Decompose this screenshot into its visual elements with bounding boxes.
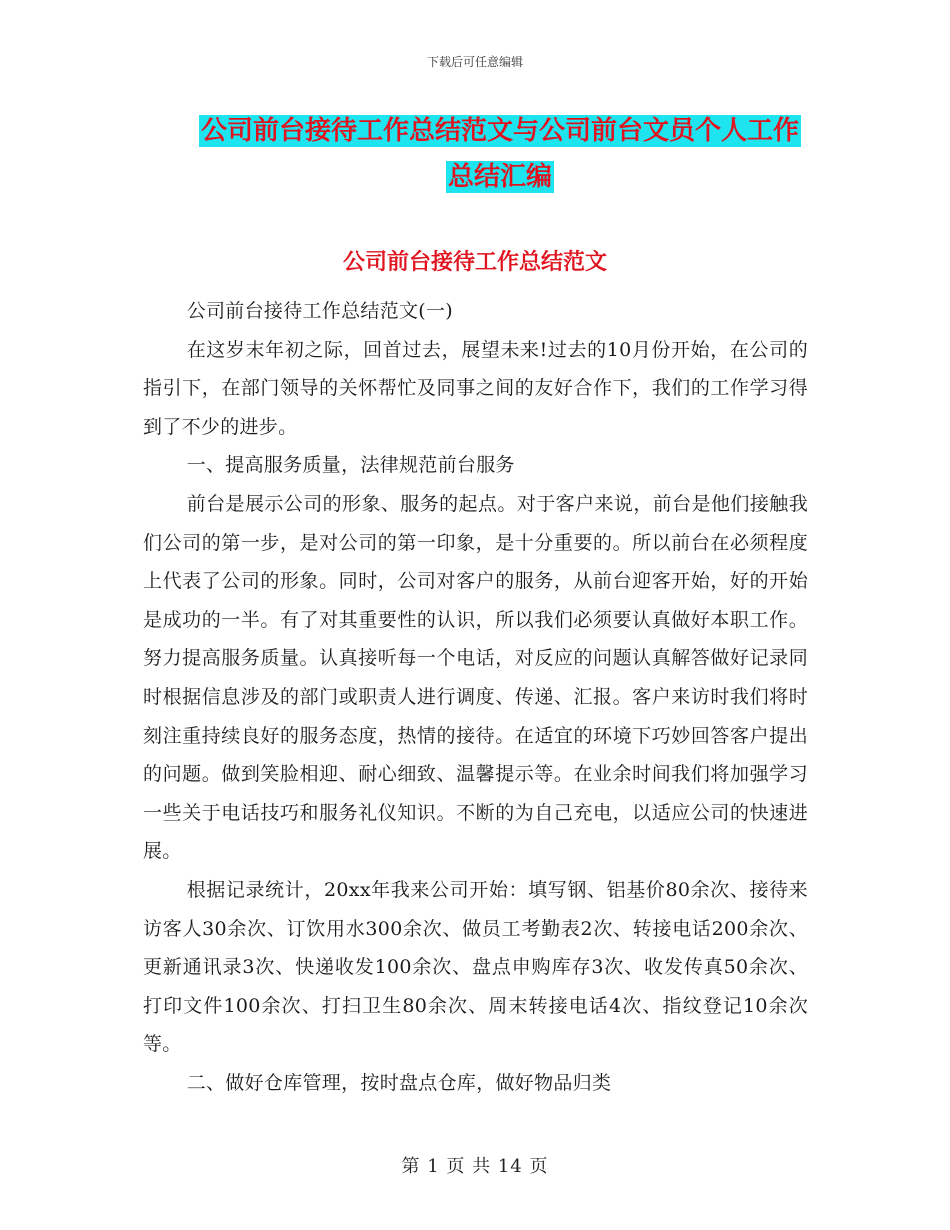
paragraph: 根据记录统计，20xx年我来公司开始：填写钢、铝基价80余次、接待来访客人30余次、订饮用水300余次、做员工考勤表2次、转接电话200余次、更新通讯录3次、快递收发100余次、盘点申购库存3次、收发传真50余次、打印文件100余次、打扫卫生80余次、周末转接电话4次、指纹登记10余次等。 <box>143 878 808 1056</box>
title-line-1: 公司前台接待工作总结范文与公司前台文员个人工作 <box>200 116 799 146</box>
paragraph: 在这岁末年初之际，回首过去，展望未来!过去的10月份开始，在公司的指引下，在部门领导的关怀帮忙及同事之间的友好合作下，我们的工作学习得到了不少的进步。 <box>143 338 808 438</box>
document-title <box>140 108 860 200</box>
paragraph-subtitle: 公司前台接待工作总结范文(一) <box>186 300 454 322</box>
section-heading: 公司前台接待工作总结范文 <box>342 250 607 275</box>
paragraph-heading: 二、做好仓库管理，按时盘点仓库，做好物品归类 <box>186 1071 612 1094</box>
paragraph-heading: 一、提高服务质量，法律规范前台服务 <box>186 454 515 477</box>
title-line-2: 总结汇编 <box>447 162 552 192</box>
page-number: 第 1 页 共 14 页 <box>401 1156 549 1177</box>
paragraph: 前台是展示公司的形象、服务的起点。对于客户来说，前台是他们接触我们公司的第一步，是对公司的第一印象，是十分重要的。所以前台在必须程度上代表了公司的形象。同时，公司对客户的服务，从前台迎客开始，好的开始是成功的一半。有了对其重要性的认识，所以我们必须要认真做好本职工作。努力提高服务质量。认真接听每一个电话，对反应的问题认真解答做好记录同时根据信息涉及的部门或职责人进行调度、传递、汇报。客户来访时我们将时刻注重持续良好的服务态度，热情的接待。在适宜的环境下巧妙回答客户提出的问题。做到笑脸相迎、耐心细致、温馨提示等。在业余时间我们将加强学习一些关于电话技巧和服务礼仪知识。不断的为自己充电，以适应公司的快速进展。 <box>143 492 808 863</box>
header-note: 下载后可任意编辑 <box>426 55 523 69</box>
body-text <box>143 292 808 1102</box>
